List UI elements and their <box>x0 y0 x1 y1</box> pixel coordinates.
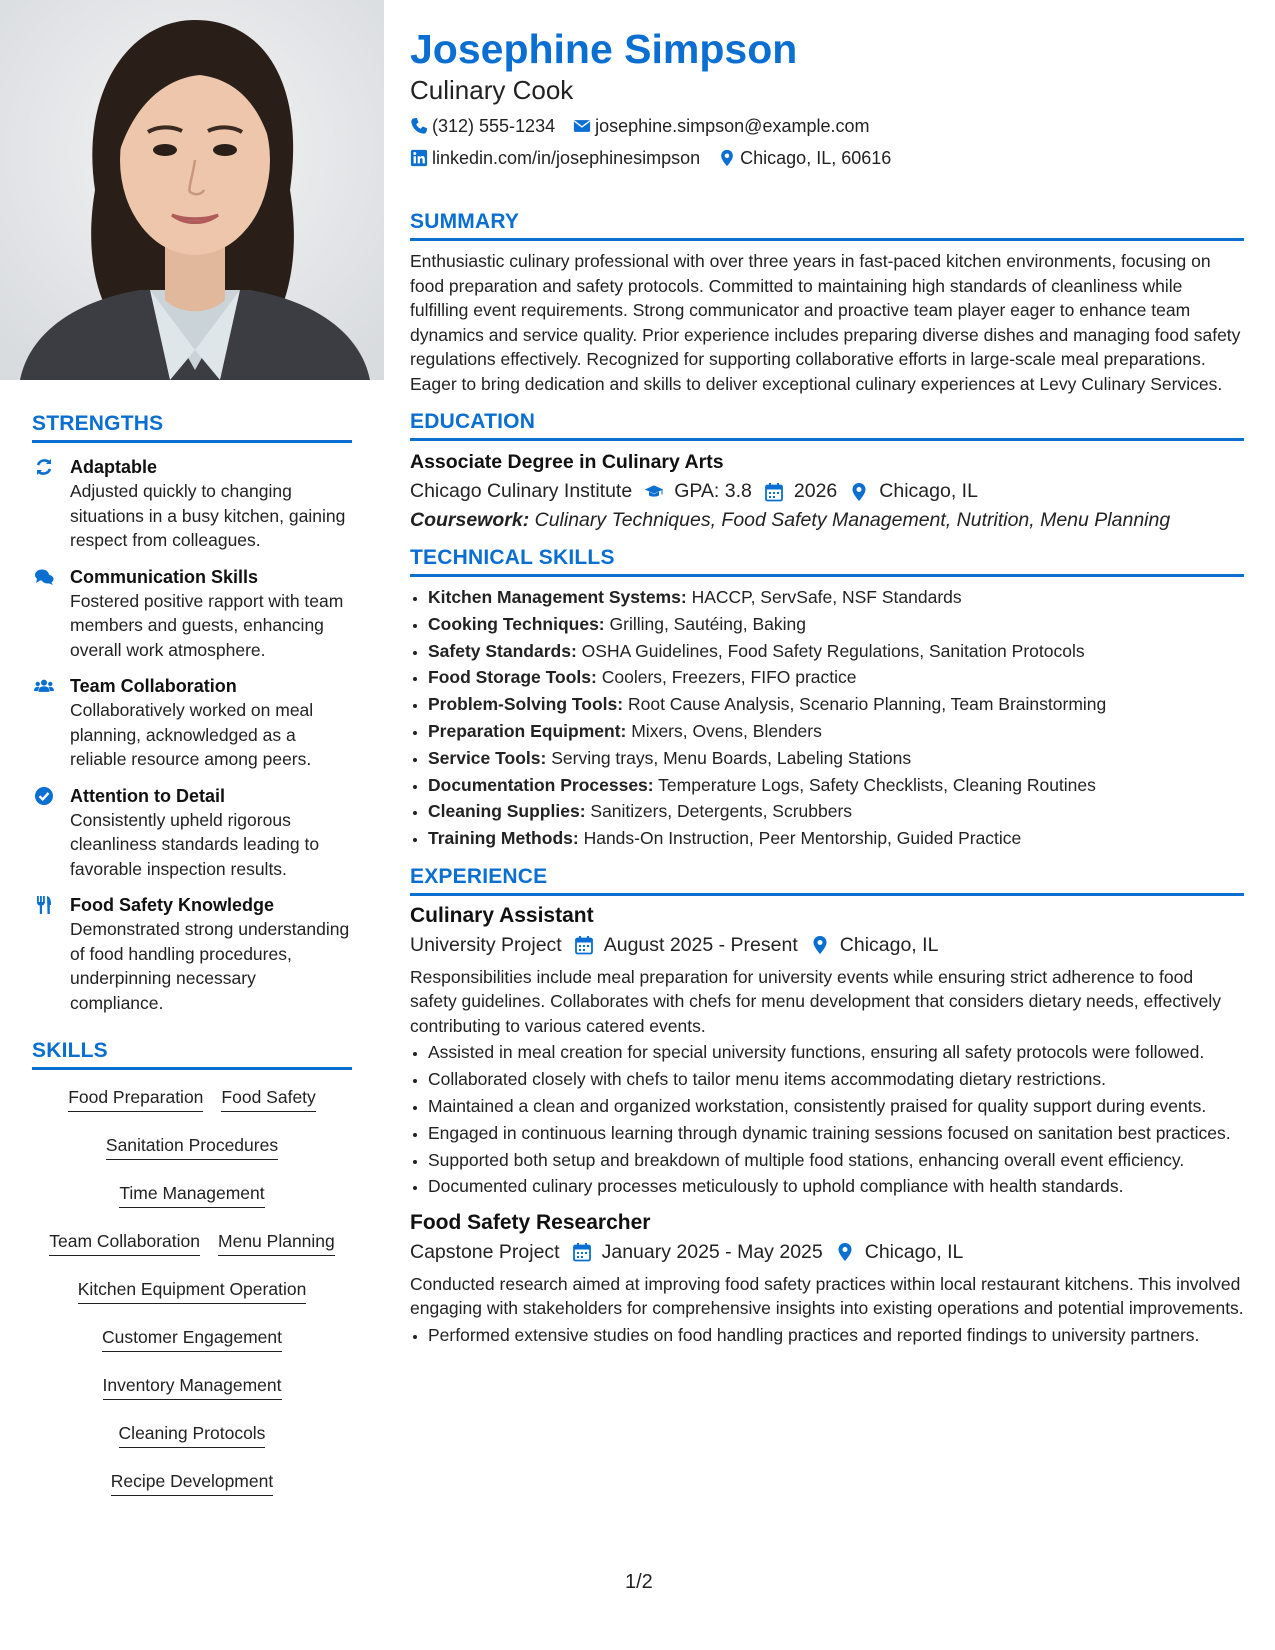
education-section <box>410 410 1244 532</box>
skill-value: OSHA Guidelines, Food Safety Regulations, Sanitation Protocols <box>581 640 1085 661</box>
candidate-name: Josephine Simpson <box>410 26 798 72</box>
map-pin-icon <box>849 482 869 502</box>
map-pin-icon <box>835 1242 855 1262</box>
location-text: Chicago, IL <box>839 933 939 956</box>
skill-label: Service Tools: <box>428 747 547 768</box>
gpa <box>644 480 752 503</box>
org-text: Capstone Project <box>410 1240 560 1263</box>
list-item <box>428 826 1244 851</box>
portrait-illustration <box>0 0 384 380</box>
job-description: Responsibilities include meal preparation for university events while ensuring strict adherence to food safety guidelines. Collaborates with chefs for menu development that considers dietary needs, effectively contributing to various catered events. <box>410 966 1221 1036</box>
skill-tag: Time Management <box>119 1178 264 1208</box>
phone-contact[interactable] <box>410 114 555 138</box>
linkedin-contact[interactable] <box>410 146 700 170</box>
strength-desc: Adjusted quickly to changing situations in a busy kitchen, gaining respect from colleagues. <box>70 481 346 550</box>
skill-tag: Team Collaboration <box>49 1226 200 1256</box>
list-item <box>428 773 1244 798</box>
job-dates <box>572 1241 823 1264</box>
strength-title: Food Safety Knowledge <box>70 895 275 915</box>
skill-value: Coolers, Freezers, FIFO practice <box>601 667 857 688</box>
calendar-icon <box>764 482 784 502</box>
email-contact[interactable] <box>573 114 869 138</box>
org-text: University Project <box>410 933 562 956</box>
skill-label: Safety Standards: <box>428 640 577 661</box>
skill-label: Documentation Processes: <box>428 774 654 795</box>
main-content <box>410 24 1244 1348</box>
summary-text: Enthusiastic culinary professional with over three years in fast-paced kitchen environments, focusing on food preparation and safety protocols. Committed to maintaining high standards of cleanliness while fulfilling event requirements. Strong communicator and proactive team player eager to enhance team dynamics and service quality. Prior experience includes preparing diverse dishes and managing food safety regulations effectively. Recognized for supporting collaborative efforts in large-scale meal preparations. Eager to bring dedication and skills to deliver exceptional culinary experiences at Levy Culinary Services. <box>410 251 1241 394</box>
list-item <box>428 746 1244 771</box>
strength-title: Adaptable <box>70 457 158 477</box>
graduation-cap-icon <box>644 482 664 502</box>
degree: Associate Degree in Culinary Arts <box>410 451 724 473</box>
linkedin-icon <box>410 149 428 167</box>
dates-text: August 2025 - Present <box>603 933 798 956</box>
year-text: 2026 <box>793 480 838 502</box>
school-location <box>849 480 978 503</box>
strength-item <box>32 893 352 1015</box>
skill-label: Cleaning Supplies: <box>428 801 586 822</box>
coursework-text: Culinary Techniques, Food Safety Management, Nutrition, Menu Planning <box>534 509 1171 531</box>
strength-title: Communication Skills <box>70 566 259 587</box>
strength-title: Attention to Detail <box>70 785 225 806</box>
check-circle-icon <box>32 784 70 882</box>
refresh-icon <box>32 455 70 553</box>
job-location <box>810 934 939 957</box>
skill-label: Food Storage Tools: <box>428 667 597 688</box>
job-dates <box>574 934 798 957</box>
map-pin-icon <box>718 149 736 167</box>
skill-label: Preparation Equipment: <box>428 720 627 741</box>
strength-item <box>32 565 352 663</box>
education-title: EDUCATION <box>410 410 1244 441</box>
list-item: • Performed extensive studies on food handling practices and reported findings to university partners. <box>428 1323 1244 1348</box>
skill-tag: Kitchen Equipment Operation <box>78 1274 307 1304</box>
summary-title: SUMMARY <box>410 210 1244 241</box>
calendar-icon <box>574 935 594 955</box>
skill-tag: Food Preparation <box>68 1082 203 1112</box>
skill-tag: Sanitation Procedures <box>106 1130 278 1160</box>
strength-title: Team Collaboration <box>70 676 237 696</box>
map-pin-icon <box>810 935 830 955</box>
list-item <box>428 692 1244 717</box>
skill-value: Root Cause Analysis, Scenario Planning, Team Brainstorming <box>627 694 1107 715</box>
list-item <box>428 612 1244 637</box>
education-meta <box>410 480 1244 503</box>
skill-value: Mixers, Ovens, Blenders <box>631 720 822 741</box>
envelope-icon <box>573 117 591 135</box>
list-item: • Engaged in continuous learning through dynamic training sessions focused on sanitation best practices. <box>428 1121 1244 1146</box>
skill-tag: Inventory Management <box>103 1370 282 1400</box>
skill-tag: Recipe Development <box>111 1466 273 1496</box>
list-item: • Documented culinary processes meticulously to uphold compliance with health standards. <box>428 1174 1244 1199</box>
calendar-icon <box>572 1242 592 1262</box>
list-item: • Supported both setup and breakdown of multiple food stations, enhancing overall event efficiency. <box>428 1148 1244 1173</box>
strength-desc: Collaboratively worked on meal planning, acknowledged as a reliable resource among peers. <box>70 700 314 769</box>
job-meta <box>410 1241 1244 1264</box>
skill-value: Sanitizers, Detergents, Scrubbers <box>590 801 853 822</box>
location-text: Chicago, IL, 60616 <box>740 148 892 168</box>
skill-tags <box>32 1082 352 1514</box>
job-bullets <box>410 1323 1244 1348</box>
coursework <box>410 509 1244 532</box>
list-item <box>428 665 1244 690</box>
list-item <box>428 585 1244 610</box>
dates-text: January 2025 - May 2025 <box>601 1240 823 1263</box>
list-item: • Collaborated closely with chefs to tailor menu items accommodating dietary restrictions. <box>428 1067 1244 1092</box>
skill-value: Serving trays, Menu Boards, Labeling Stations <box>551 747 912 768</box>
list-item <box>428 719 1244 744</box>
technical-skills-list <box>410 585 1244 851</box>
email-text: josephine.simpson@example.com <box>595 116 870 136</box>
linkedin-text: linkedin.com/in/josephinesimpson <box>432 148 701 168</box>
job-org <box>410 934 562 957</box>
sidebar <box>32 412 352 1514</box>
skill-label: Kitchen Management Systems: <box>428 587 687 607</box>
skill-value: HACCP, ServSafe, NSF Standards <box>691 587 962 607</box>
strength-desc: Demonstrated strong understanding of food handling procedures, underpinning necessary compliance. <box>70 919 350 1013</box>
list-item: • Assisted in meal creation for special university functions, ensuring all safety protocols were followed. <box>428 1040 1244 1065</box>
skill-label: Cooking Techniques: <box>428 613 605 634</box>
strengths-title: STRENGTHS <box>32 412 352 443</box>
school-name: Chicago Culinary Institute <box>410 480 633 502</box>
job-title: Culinary Assistant <box>410 903 594 927</box>
job-meta <box>410 934 1244 957</box>
skill-tag: Food Safety <box>221 1082 315 1112</box>
strength-item <box>32 674 352 772</box>
location-text: Chicago, IL <box>864 1240 964 1263</box>
skills-title: SKILLS <box>32 1039 352 1070</box>
strength-desc: Consistently upheld rigorous cleanliness standards leading to favorable inspection results. <box>70 809 320 879</box>
skill-tag: Cleaning Protocols <box>119 1418 266 1448</box>
strength-item <box>32 784 352 882</box>
job-org <box>410 1241 560 1264</box>
profile-photo <box>0 0 384 380</box>
skill-label: Problem-Solving Tools: <box>428 694 624 715</box>
skill-value: Hands-On Instruction, Peer Mentorship, Guided Practice <box>583 828 1022 849</box>
skill-value: Grilling, Sautéing, Baking <box>609 613 806 634</box>
candidate-role: Culinary Cook <box>410 75 574 105</box>
job-bullets <box>410 1040 1244 1198</box>
phone-icon <box>410 117 428 135</box>
page-number: 1/2 <box>625 1571 653 1593</box>
job-title: Food Safety Researcher <box>410 1210 651 1234</box>
location-contact <box>718 146 891 170</box>
list-item <box>428 639 1244 664</box>
skills-section <box>32 1039 352 1514</box>
experience-section <box>410 865 1244 1348</box>
skill-value: Temperature Logs, Safety Checklists, Cleaning Routines <box>658 774 1096 795</box>
job-location <box>835 1241 964 1264</box>
strength-item <box>32 455 352 553</box>
skill-tag: Menu Planning <box>218 1226 335 1256</box>
experience-title: EXPERIENCE <box>410 865 1244 896</box>
phone-text: (312) 555-1234 <box>432 116 556 136</box>
strength-desc: Fostered positive rapport with team members and guests, enhancing overall work atmosphere. <box>70 590 344 660</box>
contact-row <box>410 114 1244 138</box>
contact-row-2 <box>410 146 1244 170</box>
skill-label: Training Methods: <box>428 828 579 849</box>
technical-skills-section <box>410 546 1244 851</box>
utensils-icon <box>32 893 70 1015</box>
list-item <box>428 799 1244 824</box>
technical-skills-title: TECHNICAL SKILLS <box>410 546 1244 577</box>
users-icon <box>32 674 70 772</box>
school <box>410 480 632 503</box>
gpa-text: GPA: 3.8 <box>674 480 752 502</box>
comments-icon <box>32 565 70 663</box>
list-item: • Maintained a clean and organized workstation, consistently praised for quality support during events. <box>428 1094 1244 1119</box>
skill-tag: Customer Engagement <box>102 1322 282 1352</box>
grad-year <box>764 480 837 503</box>
coursework-label: Coursework: <box>410 509 530 531</box>
summary-section <box>410 210 1244 396</box>
school-location-text: Chicago, IL <box>879 480 978 502</box>
job-description: Conducted research aimed at improving food safety practices within local restaurant kitchens. This involved engaging with stakeholders for comprehensive insights into existing operations and potential improvements. <box>410 1273 1244 1319</box>
